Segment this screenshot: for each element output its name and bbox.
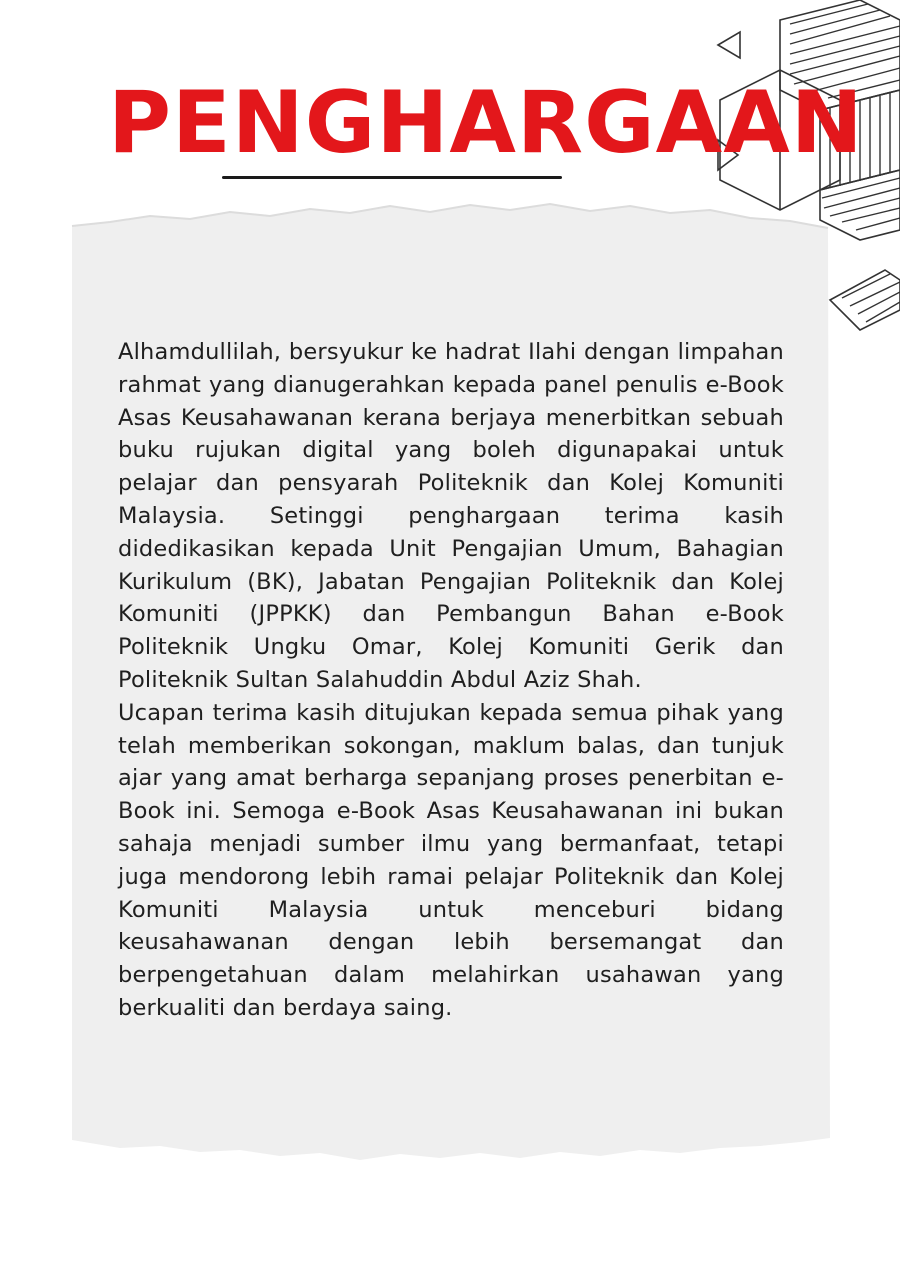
paragraph-1: Alhamdullilah, bersyukur ke hadrat Ilahi dengan limpahan rahmat yang dianugerahkan kepada panel penulis e-Book Asas Keusahawanan kerana berjaya menerbitkan sebuah buku rujukan digital yang boleh digunapakai untuk pelajar dan pensyarah Politeknik dan Kolej Komuniti Malaysia. Setinggi penghargaan terima kasih didedikasikan kepada Unit Pengajian Umum, Bahagian Kurikulum (BK), Jabatan Pengajian Politeknik dan Kolej Komuniti (JPPKK) dan Pembangun Bahan e-Book Politeknik Ungku Omar, Kolej Komuniti Gerik dan Politeknik Sultan Salahuddin Abdul Aziz Shah. [118,339,784,693]
acknowledgement-text [118,336,784,1036]
paragraph-2: Ucapan terima kasih ditujukan kepada semua pihak yang telah memberikan sokongan, maklum balas, dan tunjuk ajar yang amat berharga sepanjang proses penerbitan e-Book ini. Semoga e-Book Asas Keusahawanan ini bukan sahaja menjadi sumber ilmu yang bermanfaat, tetapi juga mendorong lebih ramai pelajar Politeknik dan Kolej Komuniti Malaysia untuk menceburi bidang keusahawanan dengan lebih bersemangat dan berpengetahuan dalam melahirkan usahawan yang berkualiti dan berdaya saing. [118,699,784,1021]
title-underline [222,176,562,179]
page-title: PENGHARGAAN [108,73,864,173]
